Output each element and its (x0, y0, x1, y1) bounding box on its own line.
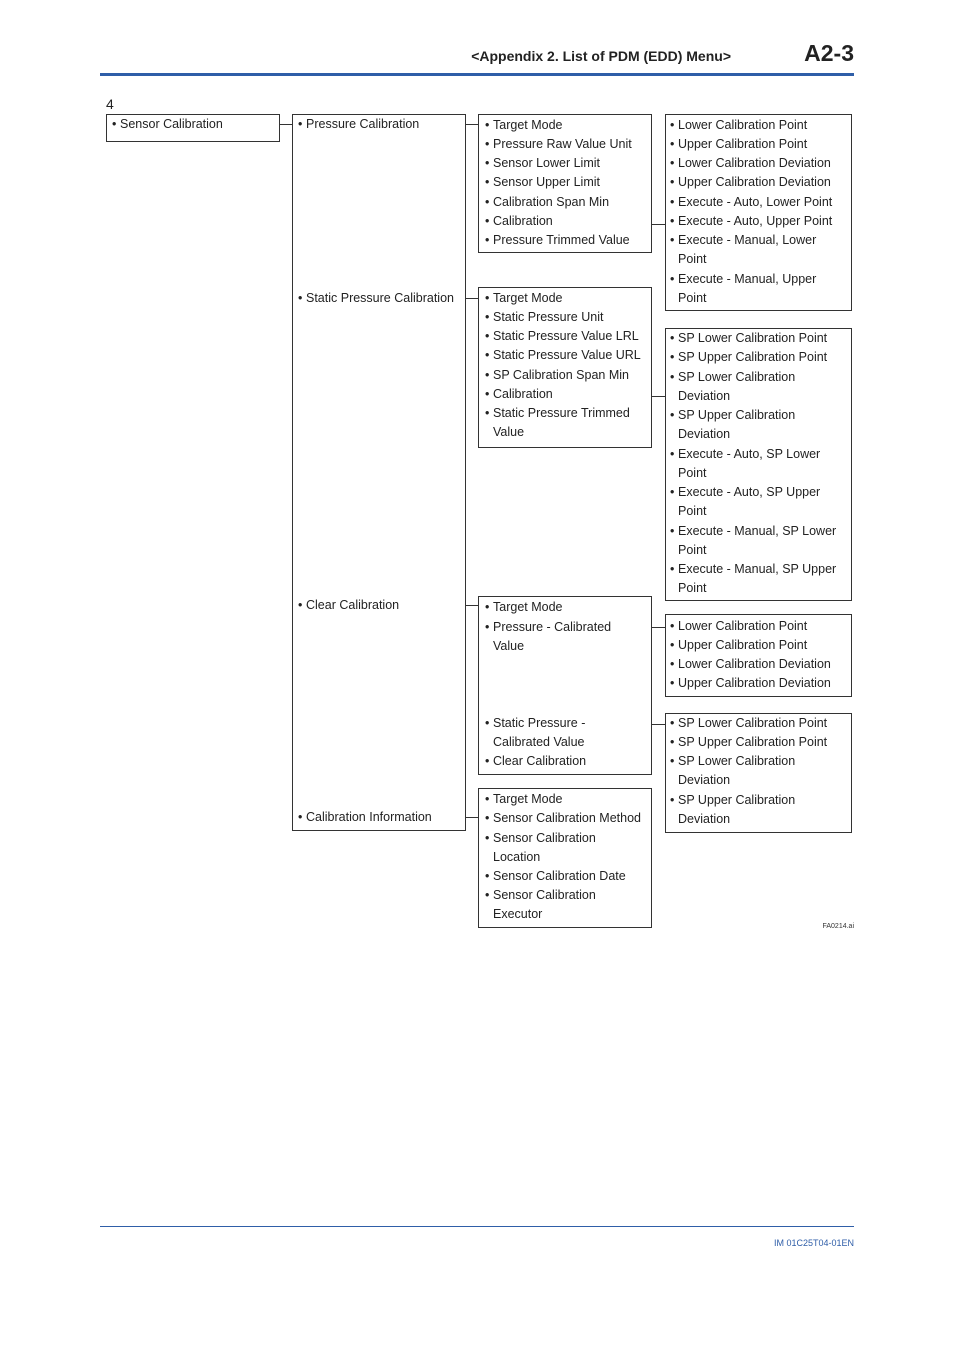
list-item: • Upper Calibration Point (670, 638, 808, 652)
list-item: • Calibration (485, 387, 553, 401)
list-item: • Pressure - Calibrated Value (485, 620, 612, 654)
header-rule (100, 73, 854, 76)
list-item: • Target Mode (485, 792, 563, 806)
list-item: • Calibration Span Min (485, 195, 610, 209)
connector-line (466, 605, 478, 606)
list-item: • Pressure Raw Value Unit (485, 137, 632, 151)
bullet: • (112, 117, 117, 131)
list-item: • Static Pressure - Calibrated Value (485, 716, 586, 750)
sensor-calibration-submenu-box (292, 114, 466, 831)
list-item: • Execute - Manual, SP Upper Point (670, 562, 837, 596)
list-item: • SP Upper Calibration Point (670, 735, 828, 749)
menu-item-static-pressure-calibration: • Static Pressure Calibration (298, 291, 454, 305)
list-item: • Lower Calibration Point (670, 619, 808, 633)
connector-line (652, 396, 665, 397)
connector-line (466, 817, 478, 818)
list-item: • Lower Calibration Deviation (670, 156, 831, 170)
list-item: • Lower Calibration Point (670, 118, 808, 132)
list-item: • Sensor Calibration Location (485, 831, 596, 865)
page-number: A2-3 (804, 40, 854, 66)
menu-item-sensor-calibration: • Sensor Calibration (112, 115, 223, 134)
list-item: • Target Mode (485, 291, 563, 305)
list-item: • Upper Calibration Deviation (670, 676, 831, 690)
list-item: • Execute - Auto, SP Upper Point (670, 485, 821, 519)
footer-rule (100, 1226, 854, 1227)
list-item: • Target Mode (485, 600, 563, 614)
doc-id: IM 01C25T04-01EN (773, 1238, 854, 1248)
list-item: • Upper Calibration Deviation (670, 175, 831, 189)
list-item: • SP Lower Calibration Point (670, 716, 828, 730)
connector-line (652, 627, 665, 628)
list-item: • Clear Calibration (485, 754, 587, 768)
list-item: • Static Pressure Value LRL (485, 329, 639, 343)
list-item: • Static Pressure Unit (485, 310, 604, 324)
connector-line (652, 724, 665, 725)
header-title: <Appendix 2. List of PDM (EDD) Menu> (471, 48, 731, 64)
list-item: • SP Upper Calibration Deviation (670, 408, 796, 442)
list-item: • Upper Calibration Point (670, 137, 808, 151)
list-item: • Sensor Calibration Method (485, 811, 641, 825)
list-item: • Sensor Calibration Executor (485, 888, 596, 922)
menu-item-calibration-information: • Calibration Information (298, 810, 432, 824)
list-item: • SP Lower Calibration Point (670, 331, 828, 345)
list-item: • Sensor Lower Limit (485, 156, 600, 170)
list-item: • Pressure Trimmed Value (485, 233, 630, 247)
list-item: • SP Upper Calibration Point (670, 350, 828, 364)
figure-id: FA0214.ai (822, 923, 854, 930)
list-item: • Execute - Manual, Lower Point (670, 233, 817, 267)
list-item: • Execute - Auto, Lower Point (670, 195, 833, 209)
list-item: • Execute - Auto, Upper Point (670, 214, 833, 228)
list-item: • Execute - Manual, SP Lower Point (670, 524, 837, 558)
list-item: • SP Upper Calibration Deviation (670, 793, 796, 827)
list-item: • Static Pressure Trimmed Value (485, 406, 630, 440)
connector-line (280, 124, 292, 125)
list-item: • Execute - Manual, Upper Point (670, 272, 817, 306)
menu-item-clear-calibration: • Clear Calibration (298, 598, 400, 612)
list-item: • Execute - Auto, SP Lower Point (670, 447, 821, 481)
list-item: • Target Mode (485, 118, 563, 132)
list-item: • Sensor Upper Limit (485, 175, 600, 189)
list-item: • Calibration (485, 214, 553, 228)
list-item: • SP Lower Calibration Deviation (670, 370, 796, 404)
list-item: • Static Pressure Value URL (485, 348, 641, 362)
list-item: • Lower Calibration Deviation (670, 657, 831, 671)
menu-item-pressure-calibration: • Pressure Calibration (298, 117, 420, 131)
connector-line (466, 124, 478, 125)
list-item: • Sensor Calibration Date (485, 869, 626, 883)
list-item: • SP Calibration Span Min (485, 368, 629, 382)
list-item: • SP Lower Calibration Deviation (670, 754, 796, 788)
connector-line (466, 298, 478, 299)
connector-line (652, 224, 665, 225)
section-number: 4 (106, 96, 114, 112)
